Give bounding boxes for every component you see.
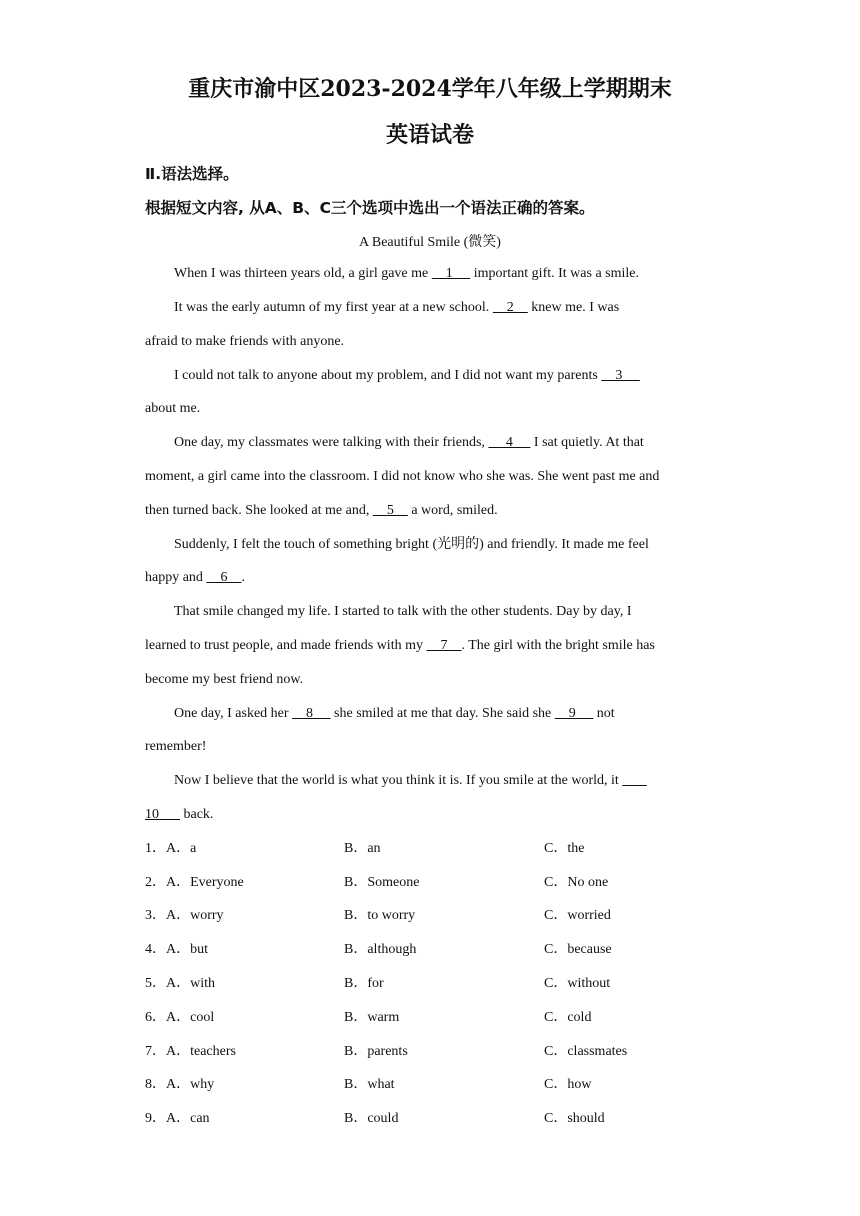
- passage-line: afraid to make friends with anyone.: [145, 334, 345, 349]
- passage-line: One day, my classmates were talking with their friends, 4 I sat quietly. At that: [174, 435, 644, 450]
- option-a[interactable]: A．cool: [166, 1010, 215, 1025]
- option-row: [0, 974, 860, 994]
- option-row: [0, 1042, 860, 1062]
- option-row: [0, 873, 860, 893]
- question-number: 2．: [145, 875, 166, 890]
- option-a[interactable]: A．why: [166, 1077, 215, 1092]
- passage-line: happy and 6 .: [145, 570, 245, 585]
- blank-8: 8: [292, 706, 331, 721]
- option-a[interactable]: A．a: [166, 841, 197, 856]
- blank-2: 2: [492, 300, 528, 315]
- option-b[interactable]: B．although: [344, 942, 417, 957]
- passage-line: Suddenly, I felt the touch of something bright (光明的) and friendly. It made me feel: [174, 537, 649, 552]
- option-b[interactable]: B．parents: [344, 1044, 408, 1059]
- option-a[interactable]: A．can: [166, 1111, 210, 1126]
- option-a[interactable]: A．but: [166, 942, 208, 957]
- option-b[interactable]: B．for: [344, 976, 384, 991]
- passage-line: moment, a girl came into the classroom. I did not know who she was. She went past me and: [145, 469, 660, 484]
- passage-line: become my best friend now.: [145, 672, 304, 687]
- question-number: 4．: [145, 942, 166, 957]
- option-c[interactable]: C．should: [544, 1111, 605, 1126]
- question-number: 5．: [145, 976, 166, 991]
- question-number: 8．: [145, 1077, 166, 1092]
- blank-10-start: [622, 773, 647, 788]
- option-a[interactable]: A．with: [166, 976, 215, 991]
- option-b[interactable]: B．Someone: [344, 875, 420, 890]
- question-number: 9．: [145, 1111, 166, 1126]
- option-row: [0, 1109, 860, 1129]
- blank-6: 6: [206, 570, 242, 585]
- blank-10: 10: [145, 807, 180, 822]
- passage-line: I could not talk to anyone about my problem, and I did not want my parents 3: [174, 368, 640, 383]
- page-title: 重庆市渝中区2023-2024学年八年级上学期期末: [188, 76, 672, 102]
- question-number: 3．: [145, 908, 166, 923]
- passage-line: 10 back.: [145, 807, 214, 822]
- page-subtitle: 英语试卷: [385, 122, 474, 148]
- option-b[interactable]: B．to worry: [344, 908, 416, 923]
- option-c[interactable]: C．worried: [544, 908, 611, 923]
- blank-4: 4: [488, 435, 531, 450]
- passage-line: It was the early autumn of my first year at a new school. 2 knew me. I was: [174, 300, 620, 315]
- option-a[interactable]: A．worry: [166, 908, 224, 923]
- question-number: 1．: [145, 841, 166, 856]
- option-row: [0, 940, 860, 960]
- section-heading: Ⅱ.语法选择。: [145, 165, 239, 183]
- blank-9: 9: [554, 706, 594, 721]
- option-c[interactable]: C．No one: [544, 875, 609, 890]
- option-row: [0, 1075, 860, 1095]
- passage-line: remember!: [145, 739, 207, 754]
- passage-line: That smile changed my life. I started to talk with the other students. Day by day, I: [174, 604, 632, 619]
- option-a[interactable]: A．teachers: [166, 1044, 236, 1059]
- passage-line: When I was thirteen years old, a girl gave me 1 important gift. It was a smile.: [174, 266, 639, 281]
- blank-3: 3: [601, 368, 640, 383]
- option-c[interactable]: C．classmates: [544, 1044, 628, 1059]
- passage-title: A Beautiful Smile (微笑): [359, 235, 501, 250]
- option-c[interactable]: C．cold: [544, 1010, 592, 1025]
- passage-line: then turned back. She looked at me and, 5 a word, smiled.: [145, 503, 498, 518]
- section-instruction: 根据短文内容, 从A、B、C三个选项中选出一个语法正确的答案。: [145, 199, 595, 217]
- option-c[interactable]: C．because: [544, 942, 612, 957]
- passage-line: about me.: [145, 401, 201, 416]
- blank-5: 5: [372, 503, 408, 518]
- passage-line: learned to trust people, and made friends with my 7 . The girl with the bright smile has: [145, 638, 655, 653]
- option-c[interactable]: C．without: [544, 976, 611, 991]
- question-number: 7．: [145, 1044, 166, 1059]
- question-number: 6．: [145, 1010, 166, 1025]
- passage-line: Now I believe that the world is what you think it is. If you smile at the world, it: [174, 771, 647, 791]
- option-b[interactable]: B．warm: [344, 1010, 400, 1025]
- option-row: [0, 906, 860, 926]
- option-b[interactable]: B．could: [344, 1111, 399, 1126]
- blank-1: 1: [431, 266, 471, 281]
- option-b[interactable]: B．an: [344, 841, 381, 856]
- option-row: [0, 839, 860, 859]
- passage-line: One day, I asked her 8 she smiled at me that day. She said she 9 not: [174, 706, 615, 721]
- option-a[interactable]: A．Everyone: [166, 875, 244, 890]
- option-row: [0, 1008, 860, 1028]
- blank-7: 7: [426, 638, 462, 653]
- option-b[interactable]: B．what: [344, 1077, 395, 1092]
- option-c[interactable]: C．the: [544, 841, 585, 856]
- option-c[interactable]: C．how: [544, 1077, 592, 1092]
